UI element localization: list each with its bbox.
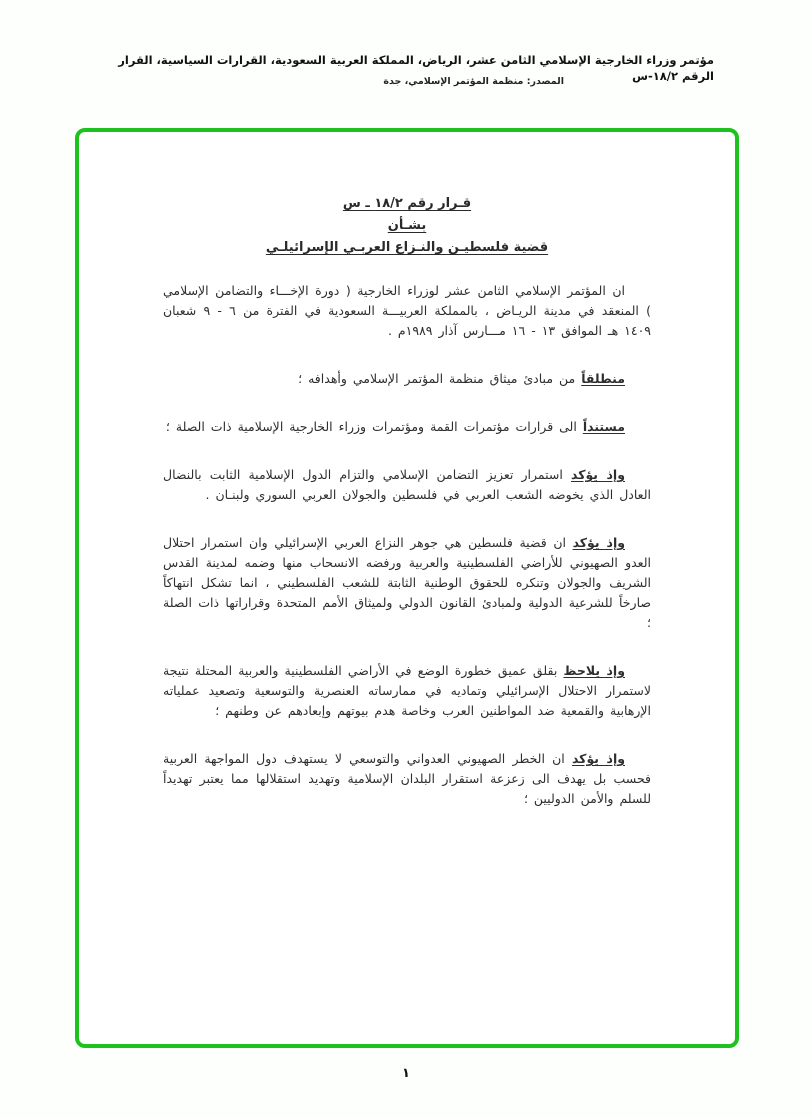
- paragraph-text: استمرار تعزيز التضامن الإسلامي والتزام الدول الإسلامية الثابت بالنضال العادل الذي يخوضه الشعب العربي في فلسطين والجولان العربي السوري ولبنـان .: [163, 467, 651, 502]
- paragraph-lead: وإذ يؤكد: [572, 535, 626, 550]
- resolution-title-regarding: بشـأن: [387, 218, 427, 233]
- paragraph-text: بقلق عميق خطورة الوضع في الأراضي الفلسطينية والعربية المحتلة نتيجة لاستمرار الاحتلال الإسرائيلي وتماديه في ممارساته العنصرية والتوسعية وتصعيد عملياته الإرهابية والقمعية ضد المواطنين العرب وخاصة هدم بيوتهم وإبعادهم عن وطنهم ؛: [163, 663, 651, 718]
- header-citation: مؤتمر وزراء الخارجية الإسلامي الثامن عشر، الرياض، المملكة العربية السعودية، القرارات السياسية، القرار الرقم ١٨/٢-س: [118, 53, 714, 84]
- page-number: ١: [402, 1066, 410, 1081]
- paragraph-lead: وإذ يلاحظ: [563, 663, 625, 678]
- paragraph-lead: مستنداً: [582, 419, 625, 434]
- document-frame: [75, 128, 739, 1048]
- paragraph-affirming-2: [163, 533, 651, 633]
- source-line: المصدر: منظمة المؤتمر الإسلامي، جدة: [383, 76, 564, 87]
- paragraph-lead: وإذ يؤكد: [571, 751, 625, 766]
- paragraph-text: الى قرارات مؤتمرات القمة ومؤتمرات وزراء الخارجية الإسلامية ذات الصلة ؛: [165, 419, 583, 434]
- paragraph-text: ان المؤتمر الإسلامي الثامن عشر لوزراء الخارجية ( دورة الإخـــاء والتضامن الإسلامي ) المنعقد في مدينة الريـاض ، بالمملكة العربيـــة السعودية في الفترة من ٦ - ٩ شعبان ١٤٠٩ هـ الموافق ١٣ - ١٦ مـــارس آذار ١٩٨٩م .: [163, 283, 651, 338]
- paragraph-text: من مبادئ ميثاق منظمة المؤتمر الإسلامي وأهدافه ؛: [298, 371, 582, 386]
- paragraph-noting: [163, 661, 651, 721]
- resolution-title-block: [163, 196, 651, 255]
- paragraph-affirming-3: [163, 749, 651, 809]
- paragraph-lead: وإذ يؤكد: [570, 467, 625, 482]
- paragraph-lead: منطلقاً: [581, 371, 625, 386]
- resolution-title-subject: قضية فلسطيـن والنـزاع العربـي الإسرائيلـي: [265, 240, 549, 255]
- paragraph-basing: [163, 369, 651, 389]
- paragraph-preamble: [163, 281, 651, 341]
- paragraph-recalling: [163, 417, 651, 437]
- paragraph-affirming-1: [163, 465, 651, 505]
- paragraph-text: ان الخطر الصهيوني العدواني والتوسعي لا يستهدف دول المواجهة العربية فحسب بل يهدف الى زعزعة استقرار البلدان الإسلامية وتهديد استقلالها مما يعتبر تهديداً للسلم والأمن الدوليين ؛: [163, 751, 651, 806]
- resolution-title-number: قـرار رقم ١٨/٢ ـ س: [342, 196, 472, 211]
- document-scan: [79, 132, 735, 809]
- paragraph-text: ان قضية فلسطين هي جوهر النزاع العربي الإسرائيلي وان استمرار احتلال العدو الصهيوني للأراضي الفلسطينية والعربية ورفضه الانسحاب منها وضمه لمدينة القدس الشريف والجولان وتنكره للحقوق الوطنية الثابتة للشعب الفلسطيني ، انما تشكل انتهاكاً صارخاً للشرعية الدولية ولمبادئ القانون الدولي ولميثاق الأمم المتحدة وقراراتها ذات الصلة ؛: [163, 535, 651, 630]
